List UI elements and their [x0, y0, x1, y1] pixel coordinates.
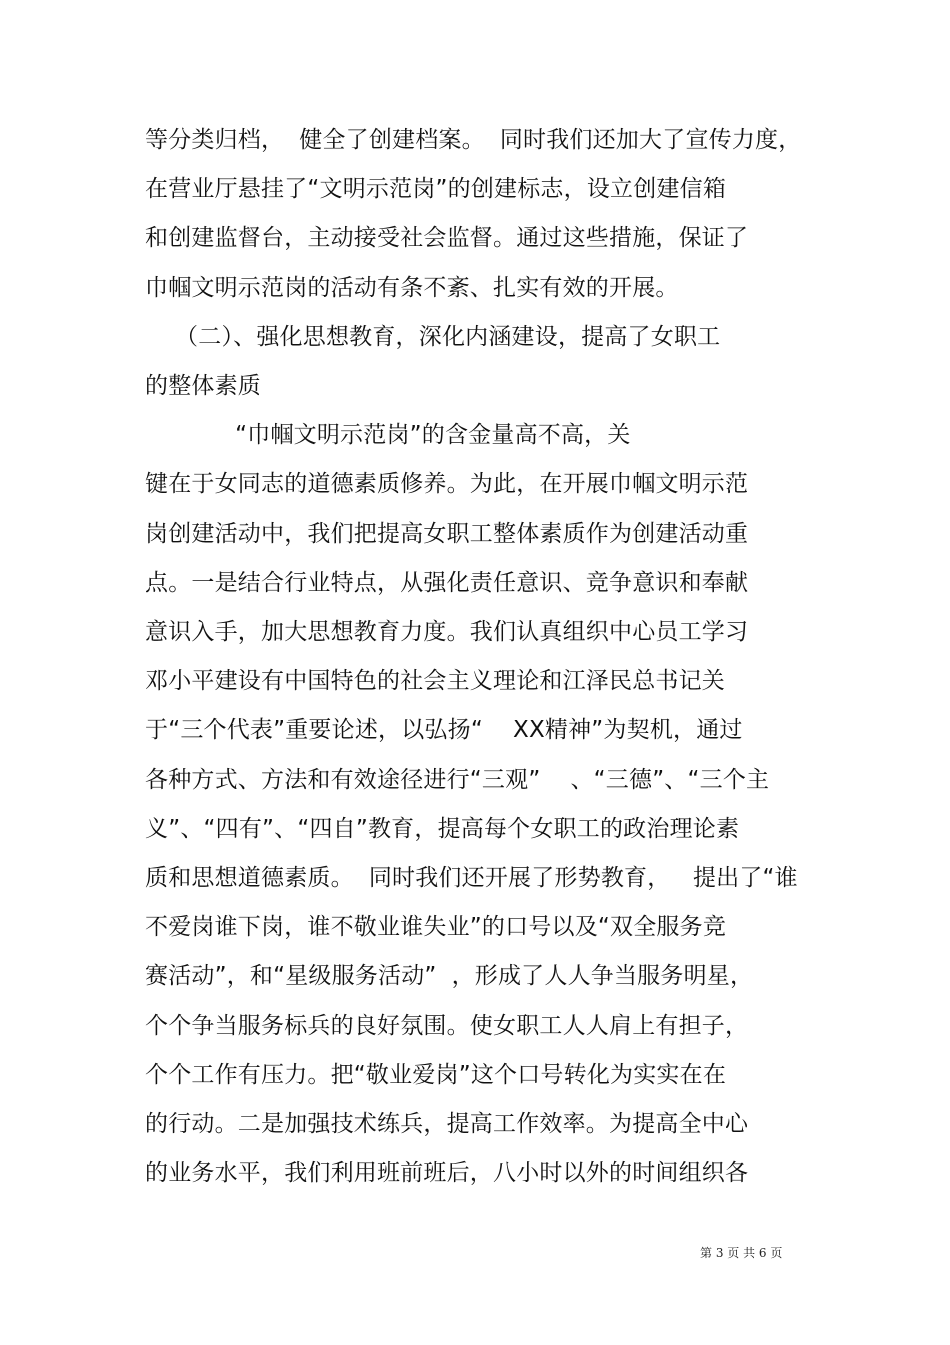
- body-line: 意识入手，加大思想教育力度。我们认真组织中心员工学习: [145, 619, 749, 645]
- body-line: “巾帼文明示范岗”的含金量高不高，关: [145, 422, 631, 449]
- body-line: 岗创建活动中，我们把提高女职工整体素质作为创建活动重: [145, 520, 749, 547]
- body-line: 个个工作有压力。把“敬业爱岗”这个口号转化为实实在在: [145, 1061, 727, 1088]
- body-line: 不爱岗谁下岗，谁不敬业谁失业”的口号以及“双全服务竞: [145, 914, 727, 941]
- body-line: 赛活动”，和“星级服务活动” ，形成了人人争当服务明星，: [145, 963, 754, 990]
- body-line: 义”、“四有”、“四自”教育，提高每个女职工的政治理论素: [145, 815, 740, 842]
- body-line: 质和思想道德素质。 同时我们还开展了形势教育， 提出了“谁: [145, 865, 798, 891]
- body-line: 在营业厅悬挂了“文明示范岗”的创建标志，设立创建信箱: [145, 176, 727, 203]
- body-line: 键在于女同志的道德素质修养。为此，在开展巾帼文明示范: [145, 471, 749, 498]
- body-line: 的行动。二是加强技术练兵，提高工作效率。为提高全中心: [145, 1111, 749, 1137]
- body-line: 于“三个代表”重要论述，以弘扬“ XX精神”为契机，通过: [145, 717, 743, 744]
- body-line: 的业务水平，我们利用班前班后，八小时以外的时间组织各: [145, 1160, 749, 1187]
- body-line: 的整体素质: [145, 373, 261, 399]
- body-line: 巾帼文明示范岗的活动有条不紊、扎实有效的开展。: [145, 274, 679, 301]
- body-line: 邓小平建设有中国特色的社会主义理论和江泽民总书记关: [145, 668, 725, 695]
- body-line: 和创建监督台，主动接受社会监督。通过这些措施，保证了: [145, 225, 749, 252]
- body-line: 各种方式、方法和有效途径进行“三观” 、“三德”、“三个主: [145, 766, 770, 793]
- body-line: 点。一是结合行业特点，从强化责任意识、竞争意识和奉献: [145, 569, 749, 596]
- body-line: 等分类归档， 健全了创建档案。 同时我们还加大了宣传力度，: [145, 127, 802, 153]
- body-line: 个个争当服务标兵的良好氛围。使女职工人人肩上有担子，: [145, 1012, 749, 1039]
- body-line: （二）、强化思想教育，深化内涵建设，提高了女职工: [145, 323, 721, 350]
- page-number-footer: 第 3 页 共 6 页: [700, 1246, 783, 1260]
